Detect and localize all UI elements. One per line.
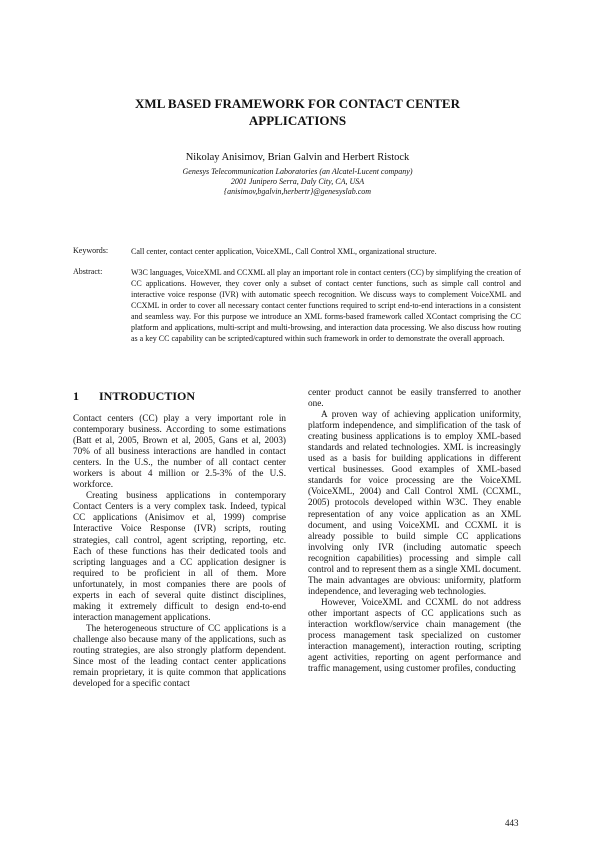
- affiliation-line-3: {anisimov,bgalvin,herbertr}@genesyslab.com: [223, 187, 372, 196]
- title-line-1: XML BASED FRAMEWORK FOR CONTACT CENTER: [135, 96, 460, 111]
- left-paragraph: The heterogeneous structure of CC applications is a challenge also because many of the applications, such as routing strategies, are also strongly platform dependent. Since most of the leading contact center applications remain proprietary, it is quite common that applications developed for a specific contact: [73, 622, 286, 689]
- keywords-text: Call center, contact center application, VoiceXML, Call Control XML, organizational structure.: [131, 247, 437, 256]
- section-number: 1: [73, 389, 79, 403]
- right-column: [308, 387, 521, 674]
- title-line-2: APPLICATIONS: [248, 113, 347, 128]
- affiliation-line-1: Genesys Telecommunication Laboratories (an Alcatel-Lucent company): [182, 167, 413, 176]
- keywords-label: Keywords:: [73, 246, 109, 255]
- section-title: INTRODUCTION: [99, 389, 196, 403]
- page-number: 443: [505, 818, 519, 828]
- paper-title: [60, 95, 535, 129]
- left-paragraph: Creating business applications in contemporary Contact Centers is a very complex task. Indeed, typical CC applications (Anisimov et al, 1999) comprise Interactive Voice Response (IVR) scripts, routing strategies, call control, agent scripting, reporting, etc. Each of these functions has their dedicated tools and scripting languages and a CC application designer is required to be proficient in all of them. More unfortunately, in most companies there are pools of experts in each of several quite distinct disciplines, making it extremely difficult to design end-to-end interaction management applications.: [73, 490, 286, 622]
- section-heading: [73, 389, 195, 404]
- right-paragraph: However, VoiceXML and CCXML do not address other important aspects of CC applications such as interaction workflow/service chain management (the process management task specialized on customer interaction management), interaction routing, scripting agent activities, reporting on agent performance and traffic management, using customer profiles, conducting: [308, 596, 521, 674]
- affiliation-line-2: 2001 Junipero Serra, Daly City, CA, USA: [230, 177, 365, 186]
- abstract-text: W3C languages, VoiceXML and CCXML all play an important role in contact centers (CC) by simplifying the creation of CC applications. However, they cover only a subset of contact center functions, such as simple call control and interactive voice response (IVR) with automatic speech recognition. We discuss ways to complement VoiceXML and CCXML in order to cover all necessary contact center functions required to script end-to-end interactions in a consistent and seamless way. For this purpose we introduce an XML forms-based framework called XContact comprising the CC platform and applications, multi-script and multi-browsing, and interaction data processing. We also discuss how routing as a key CC capability can be scripted/captured within such framework in order to demonstrate the overall approach.: [131, 268, 521, 343]
- left-column: [73, 413, 286, 689]
- left-paragraph: Contact centers (CC) play a very important role in contemporary business. According to some estimations (Batt et al, 2005, Brown et al, 2005, Gans et al, 2003) 70% of all business interactions are handled in contact centers. In the U.S., the number of all contact center workers is about 4 million or 2.5-3% of the U.S. workforce.: [73, 413, 286, 490]
- abstract-label: Abstract:: [73, 267, 103, 276]
- right-paragraph: A proven way of achieving application uniformity, platform independence, and simplification of the task of creating business applications is to employ XML-based standards and related technologies. XML is increasingly used as a basis for building applications in different vertical businesses. Good examples of XML-based standards for voice processing are the VoiceXML (VoiceXML, 2004) and Call Control XML (CCXML, 2005) protocols developed within W3C. They enable representation of any voice application as an XML document, and using VoiceXML and CCXML it is already possible to build simple CC applications involving only IVR (including automatic speech recognition capabilities) processing and simple call control and to represent them as a single XML document. The main advantages are obvious: uniformity, platform independence, and leveraging web technologies.: [308, 409, 521, 596]
- right-paragraph: center product cannot be easily transferred to another one.: [308, 387, 521, 409]
- authors: Nikolay Anisimov, Brian Galvin and Herbert Ristock: [185, 152, 410, 163]
